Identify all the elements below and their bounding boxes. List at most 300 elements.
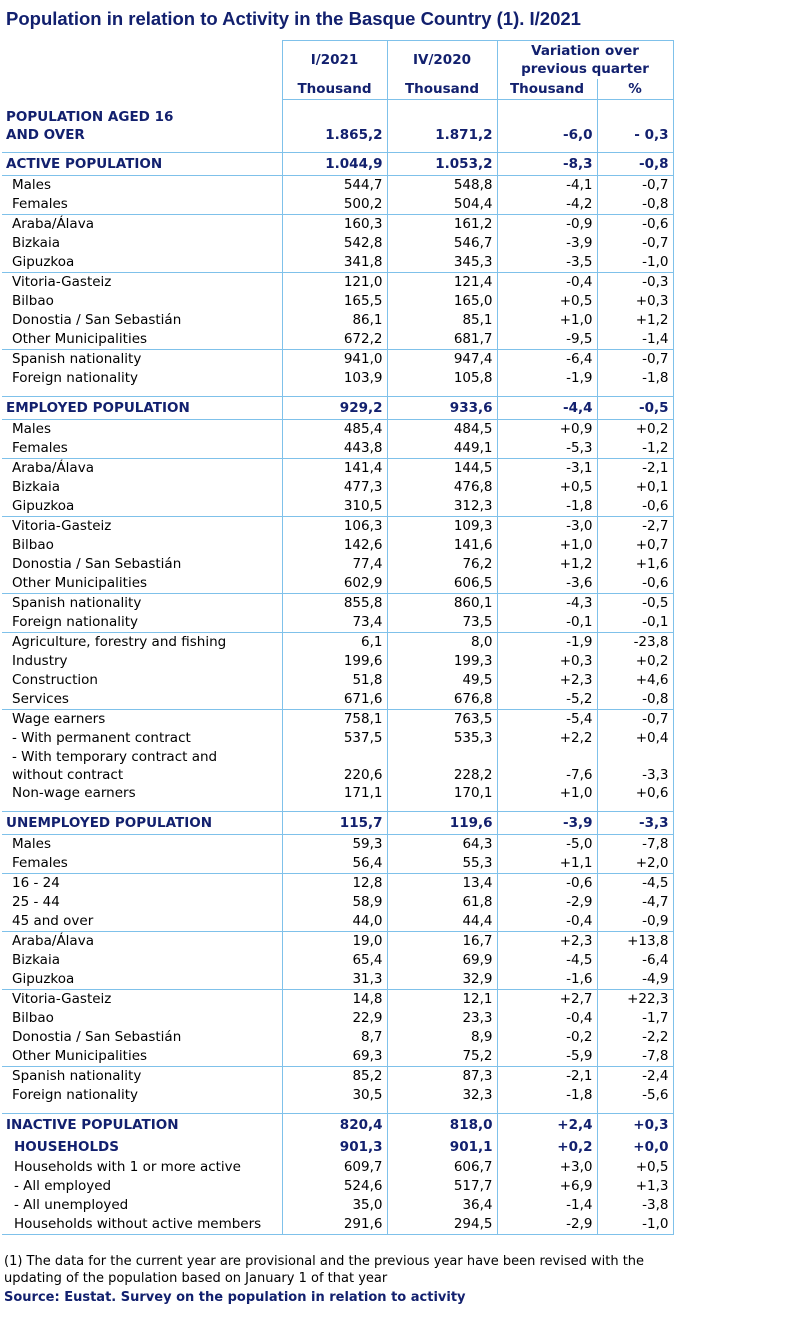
row-value: -0,8 bbox=[597, 153, 673, 176]
row-label: Vitoria-Gasteiz bbox=[2, 517, 282, 537]
row-label: Agriculture, forestry and fishing bbox=[2, 633, 282, 653]
row-value: 55,3 bbox=[387, 854, 497, 874]
row-value: 103,9 bbox=[282, 369, 387, 388]
unit-header: % bbox=[597, 79, 673, 100]
table-row bbox=[2, 690, 673, 710]
row-value: +0,3 bbox=[597, 292, 673, 311]
row-label: Donostia / San Sebastián bbox=[2, 311, 282, 330]
section-row-unemployed bbox=[2, 812, 673, 835]
table-row bbox=[2, 536, 673, 555]
table-row bbox=[2, 369, 673, 388]
row-value: 105,8 bbox=[387, 369, 497, 388]
row-value: -7,6 bbox=[497, 766, 597, 784]
row-value: -4,5 bbox=[597, 874, 673, 894]
row-label: Males bbox=[2, 835, 282, 855]
table-row bbox=[2, 311, 673, 330]
row-value: -3,6 bbox=[497, 574, 597, 594]
row-value: 1.053,2 bbox=[387, 153, 497, 176]
row-value: 860,1 bbox=[387, 594, 497, 614]
table-row bbox=[2, 912, 673, 932]
row-value: 477,3 bbox=[282, 478, 387, 497]
table-row bbox=[2, 1158, 673, 1177]
row-value: 106,3 bbox=[282, 517, 387, 537]
row-value: 485,4 bbox=[282, 420, 387, 440]
row-value: -0,6 bbox=[597, 574, 673, 594]
row-value: 13,4 bbox=[387, 874, 497, 894]
row-value: +2,3 bbox=[497, 932, 597, 952]
row-value: +4,6 bbox=[597, 671, 673, 690]
row-value: 535,3 bbox=[387, 729, 497, 748]
table-row bbox=[2, 555, 673, 574]
row-value: 820,4 bbox=[282, 1114, 387, 1137]
row-value: 220,6 bbox=[282, 766, 387, 784]
row-value: -0,5 bbox=[597, 594, 673, 614]
row-value: 36,4 bbox=[387, 1196, 497, 1215]
row-value: +13,8 bbox=[597, 932, 673, 952]
row-value: -6,4 bbox=[497, 350, 597, 370]
row-value: 676,8 bbox=[387, 690, 497, 710]
row-label: AND OVER bbox=[2, 126, 282, 144]
row-value: -3,3 bbox=[597, 766, 673, 784]
row-value: -8,3 bbox=[497, 153, 597, 176]
row-value: +1,2 bbox=[497, 555, 597, 574]
table-row bbox=[2, 874, 673, 894]
row-value: -5,6 bbox=[597, 1086, 673, 1105]
table-row bbox=[2, 854, 673, 874]
row-value: 87,3 bbox=[387, 1067, 497, 1087]
row-value: -5,3 bbox=[497, 439, 597, 459]
row-label: Spanish nationality bbox=[2, 1067, 282, 1087]
row-value-empty bbox=[387, 108, 497, 126]
row-value: 291,6 bbox=[282, 1215, 387, 1235]
row-value: 144,5 bbox=[387, 459, 497, 479]
row-label: POPULATION AGED 16 bbox=[2, 108, 282, 126]
row-value: +0,2 bbox=[597, 652, 673, 671]
row-label: Foreign nationality bbox=[2, 1086, 282, 1105]
row-value: 160,3 bbox=[282, 215, 387, 235]
row-value: 23,3 bbox=[387, 1009, 497, 1028]
col-header-variation: Variation over previous quarter bbox=[497, 41, 673, 80]
row-value: +22,3 bbox=[597, 990, 673, 1010]
row-value: -7,8 bbox=[597, 835, 673, 855]
row-value: -0,7 bbox=[597, 176, 673, 196]
row-value: 35,0 bbox=[282, 1196, 387, 1215]
row-value: -1,9 bbox=[497, 369, 597, 388]
row-label: Non-wage earners bbox=[2, 784, 282, 803]
row-label: Females bbox=[2, 854, 282, 874]
row-label: Males bbox=[2, 176, 282, 196]
row-value: -1,6 bbox=[497, 970, 597, 990]
row-value: 32,3 bbox=[387, 1086, 497, 1105]
row-label: Females bbox=[2, 439, 282, 459]
row-value: +1,2 bbox=[597, 311, 673, 330]
table-row bbox=[2, 932, 673, 952]
row-value: 121,0 bbox=[282, 273, 387, 293]
row-value: +0,2 bbox=[597, 420, 673, 440]
row-value: 294,5 bbox=[387, 1215, 497, 1235]
row-value: +0,6 bbox=[597, 784, 673, 803]
row-value: 672,2 bbox=[282, 330, 387, 350]
row-value: 310,5 bbox=[282, 497, 387, 517]
table-row bbox=[2, 517, 673, 537]
table-row bbox=[2, 1086, 673, 1105]
section-row-employed bbox=[2, 397, 673, 420]
row-label: Bilbao bbox=[2, 292, 282, 311]
row-label: Females bbox=[2, 195, 282, 215]
unit-header: Thousand bbox=[497, 79, 597, 100]
row-label: Wage earners bbox=[2, 710, 282, 730]
row-value: -23,8 bbox=[597, 633, 673, 653]
row-value: -4,2 bbox=[497, 195, 597, 215]
section-row-inactive bbox=[2, 1114, 673, 1137]
table-row bbox=[2, 497, 673, 517]
row-value: -0,9 bbox=[497, 215, 597, 235]
unit-header: Thousand bbox=[387, 79, 497, 100]
row-value: +0,5 bbox=[597, 1158, 673, 1177]
row-label: HOUSEHOLDS bbox=[2, 1136, 282, 1158]
table-row bbox=[2, 893, 673, 912]
row-value: 12,1 bbox=[387, 990, 497, 1010]
table-row bbox=[2, 671, 673, 690]
row-label: Households with 1 or more active bbox=[2, 1158, 282, 1177]
row-value: 115,7 bbox=[282, 812, 387, 835]
row-label: - All unemployed bbox=[2, 1196, 282, 1215]
col-header-previous: IV/2020 bbox=[387, 41, 497, 80]
row-value: -7,8 bbox=[597, 1047, 673, 1067]
row-non-wage bbox=[2, 784, 673, 803]
row-value: -1,0 bbox=[597, 253, 673, 273]
table-row bbox=[2, 253, 673, 273]
row-value: -4,3 bbox=[497, 594, 597, 614]
row-label: Donostia / San Sebastián bbox=[2, 555, 282, 574]
row-value: 933,6 bbox=[387, 397, 497, 420]
row-label: Gipuzkoa bbox=[2, 497, 282, 517]
row-value: 312,3 bbox=[387, 497, 497, 517]
row-value: -5,4 bbox=[497, 710, 597, 730]
row-value: 606,5 bbox=[387, 574, 497, 594]
row-value: 69,3 bbox=[282, 1047, 387, 1067]
table-row bbox=[2, 350, 673, 370]
row-value: 484,5 bbox=[387, 420, 497, 440]
row-label: 16 - 24 bbox=[2, 874, 282, 894]
row-value: 1.044,9 bbox=[282, 153, 387, 176]
row-label: Vitoria-Gasteiz bbox=[2, 273, 282, 293]
row-value-empty bbox=[597, 748, 673, 766]
row-value: 1.871,2 bbox=[387, 126, 497, 144]
row-label: Foreign nationality bbox=[2, 613, 282, 633]
table-row bbox=[2, 215, 673, 235]
row-value: -0,4 bbox=[497, 1009, 597, 1028]
row-value: 49,5 bbox=[387, 671, 497, 690]
table-row bbox=[2, 613, 673, 633]
table-row bbox=[2, 594, 673, 614]
row-value: 22,9 bbox=[282, 1009, 387, 1028]
row-label: Spanish nationality bbox=[2, 594, 282, 614]
row-value: 12,8 bbox=[282, 874, 387, 894]
row-value: +2,3 bbox=[497, 671, 597, 690]
table-row bbox=[2, 478, 673, 497]
row-value: 65,4 bbox=[282, 951, 387, 970]
row-label: Donostia / San Sebastián bbox=[2, 1028, 282, 1047]
row-value: -3,9 bbox=[497, 234, 597, 253]
row-value: 500,2 bbox=[282, 195, 387, 215]
row-value: -4,5 bbox=[497, 951, 597, 970]
row-label: Spanish nationality bbox=[2, 350, 282, 370]
row-value: -3,8 bbox=[597, 1196, 673, 1215]
row-value: 671,6 bbox=[282, 690, 387, 710]
row-value: 32,9 bbox=[387, 970, 497, 990]
row-value-empty bbox=[282, 748, 387, 766]
row-value: 818,0 bbox=[387, 1114, 497, 1137]
row-label: Other Municipalities bbox=[2, 574, 282, 594]
row-value: -2,9 bbox=[497, 893, 597, 912]
row-value: 75,2 bbox=[387, 1047, 497, 1067]
table-row bbox=[2, 176, 673, 196]
row-value: 901,1 bbox=[387, 1136, 497, 1158]
row-value: -0,4 bbox=[497, 273, 597, 293]
row-value: 504,4 bbox=[387, 195, 497, 215]
row-value: +2,2 bbox=[497, 729, 597, 748]
row-value: +3,0 bbox=[497, 1158, 597, 1177]
table-row bbox=[2, 951, 673, 970]
row-value: -1,8 bbox=[597, 369, 673, 388]
row-value: +1,0 bbox=[497, 311, 597, 330]
row-label: - All employed bbox=[2, 1177, 282, 1196]
row-label: Foreign nationality bbox=[2, 369, 282, 388]
row-value: 609,7 bbox=[282, 1158, 387, 1177]
row-value: 606,7 bbox=[387, 1158, 497, 1177]
row-value: 341,8 bbox=[282, 253, 387, 273]
row-value: 16,7 bbox=[387, 932, 497, 952]
row-label: Gipuzkoa bbox=[2, 970, 282, 990]
row-value: 109,3 bbox=[387, 517, 497, 537]
row-temp-contract bbox=[2, 748, 673, 766]
row-label: EMPLOYED POPULATION bbox=[2, 397, 282, 420]
row-value: 449,1 bbox=[387, 439, 497, 459]
row-value: -6,4 bbox=[597, 951, 673, 970]
table-row bbox=[2, 1009, 673, 1028]
row-label: Gipuzkoa bbox=[2, 253, 282, 273]
row-value: -5,2 bbox=[497, 690, 597, 710]
activity-table bbox=[2, 40, 674, 1235]
row-value: -1,8 bbox=[497, 497, 597, 517]
row-label: Bizkaia bbox=[2, 951, 282, 970]
row-value: 8,7 bbox=[282, 1028, 387, 1047]
row-value: -0,6 bbox=[597, 497, 673, 517]
row-value: -2,9 bbox=[497, 1215, 597, 1235]
section-row-households bbox=[2, 1136, 673, 1158]
row-value: -3,9 bbox=[497, 812, 597, 835]
row-value: -0,7 bbox=[597, 710, 673, 730]
row-value: +0,3 bbox=[597, 1114, 673, 1137]
row-value: -5,0 bbox=[497, 835, 597, 855]
row-value: 947,4 bbox=[387, 350, 497, 370]
row-value: -1,4 bbox=[597, 330, 673, 350]
row-value: 61,8 bbox=[387, 893, 497, 912]
table-row bbox=[2, 729, 673, 748]
table-row bbox=[2, 273, 673, 293]
col-header-current: I/2021 bbox=[282, 41, 387, 80]
table-row bbox=[2, 710, 673, 730]
row-value: -0,7 bbox=[597, 234, 673, 253]
row-value: -0,6 bbox=[497, 874, 597, 894]
table-row bbox=[2, 1196, 673, 1215]
row-temp-contract-cont bbox=[2, 766, 673, 784]
row-value: 443,8 bbox=[282, 439, 387, 459]
row-value: +1,6 bbox=[597, 555, 673, 574]
row-value: -5,9 bbox=[497, 1047, 597, 1067]
row-population-16 bbox=[2, 108, 673, 126]
row-value: 8,9 bbox=[387, 1028, 497, 1047]
row-value: 19,0 bbox=[282, 932, 387, 952]
row-value: -2,4 bbox=[597, 1067, 673, 1087]
row-value: +1,1 bbox=[497, 854, 597, 874]
row-value: +0,5 bbox=[497, 292, 597, 311]
row-value: +2,7 bbox=[497, 990, 597, 1010]
row-value: -0,6 bbox=[597, 215, 673, 235]
row-value: -0,4 bbox=[497, 912, 597, 932]
row-value: 119,6 bbox=[387, 812, 497, 835]
row-label: 45 and over bbox=[2, 912, 282, 932]
row-value: +2,4 bbox=[497, 1114, 597, 1137]
row-value: 537,5 bbox=[282, 729, 387, 748]
row-value: 69,9 bbox=[387, 951, 497, 970]
table-row bbox=[2, 439, 673, 459]
row-value: -1,7 bbox=[597, 1009, 673, 1028]
row-value: -3,0 bbox=[497, 517, 597, 537]
row-label: Bilbao bbox=[2, 536, 282, 555]
row-value: 228,2 bbox=[387, 766, 497, 784]
row-label: Vitoria-Gasteiz bbox=[2, 990, 282, 1010]
table-row bbox=[2, 633, 673, 653]
row-value: 59,3 bbox=[282, 835, 387, 855]
row-value: 476,8 bbox=[387, 478, 497, 497]
row-value: 85,1 bbox=[387, 311, 497, 330]
table-row bbox=[2, 835, 673, 855]
row-label: - With permanent contract bbox=[2, 729, 282, 748]
row-value: -0,1 bbox=[597, 613, 673, 633]
row-value: +0,0 bbox=[597, 1136, 673, 1158]
table-row bbox=[2, 234, 673, 253]
row-value: 76,2 bbox=[387, 555, 497, 574]
row-value: - 0,3 bbox=[597, 126, 673, 144]
row-value: 44,4 bbox=[387, 912, 497, 932]
table-row bbox=[2, 459, 673, 479]
footnote: (1) The data for the current year are provisional and the previous year have been revised with the updating of the population based on January 1 of that year bbox=[4, 1254, 645, 1286]
row-label: Bizkaia bbox=[2, 478, 282, 497]
row-label: UNEMPLOYED POPULATION bbox=[2, 812, 282, 835]
row-label: Construction bbox=[2, 671, 282, 690]
row-value: 517,7 bbox=[387, 1177, 497, 1196]
table-row bbox=[2, 195, 673, 215]
table-row bbox=[2, 574, 673, 594]
row-value: 171,1 bbox=[282, 784, 387, 803]
table-row bbox=[2, 1028, 673, 1047]
row-value: 6,1 bbox=[282, 633, 387, 653]
row-value-empty bbox=[387, 748, 497, 766]
row-value: -0,9 bbox=[597, 912, 673, 932]
row-label: ACTIVE POPULATION bbox=[2, 153, 282, 176]
row-label: without contract bbox=[2, 766, 282, 784]
row-label: Industry bbox=[2, 652, 282, 671]
row-value: 170,1 bbox=[387, 784, 497, 803]
row-value: -4,4 bbox=[497, 397, 597, 420]
page-title: Population in relation to Activity in the Basque Country (1). I/2021 bbox=[6, 8, 581, 29]
table-row bbox=[2, 330, 673, 350]
table-row bbox=[2, 1067, 673, 1087]
row-value: -1,8 bbox=[497, 1086, 597, 1105]
row-value: +0,5 bbox=[497, 478, 597, 497]
row-value: 544,7 bbox=[282, 176, 387, 196]
row-value: 758,1 bbox=[282, 710, 387, 730]
row-label: Bilbao bbox=[2, 1009, 282, 1028]
table-row bbox=[2, 970, 673, 990]
row-value: 56,4 bbox=[282, 854, 387, 874]
row-value: +0,7 bbox=[597, 536, 673, 555]
row-value: -0,2 bbox=[497, 1028, 597, 1047]
row-value: 14,8 bbox=[282, 990, 387, 1010]
row-value: -0,5 bbox=[597, 397, 673, 420]
row-value: 141,6 bbox=[387, 536, 497, 555]
row-value: 1.865,2 bbox=[282, 126, 387, 144]
row-value: -0,7 bbox=[597, 350, 673, 370]
row-value: -0,3 bbox=[597, 273, 673, 293]
row-value: +0,2 bbox=[497, 1136, 597, 1158]
row-value: -4,1 bbox=[497, 176, 597, 196]
row-label: Households without active members bbox=[2, 1215, 282, 1235]
row-value: 542,8 bbox=[282, 234, 387, 253]
row-label: Services bbox=[2, 690, 282, 710]
row-value: -9,5 bbox=[497, 330, 597, 350]
row-value: 73,4 bbox=[282, 613, 387, 633]
row-value: -3,5 bbox=[497, 253, 597, 273]
row-value: -3,1 bbox=[497, 459, 597, 479]
row-value: 929,2 bbox=[282, 397, 387, 420]
row-value: 763,5 bbox=[387, 710, 497, 730]
row-value: 141,4 bbox=[282, 459, 387, 479]
row-value: 85,2 bbox=[282, 1067, 387, 1087]
row-value-empty bbox=[597, 108, 673, 126]
row-value: 345,3 bbox=[387, 253, 497, 273]
row-value: 941,0 bbox=[282, 350, 387, 370]
row-value: 86,1 bbox=[282, 311, 387, 330]
table-row bbox=[2, 652, 673, 671]
row-value: -0,1 bbox=[497, 613, 597, 633]
row-value: 199,3 bbox=[387, 652, 497, 671]
row-value: -1,0 bbox=[597, 1215, 673, 1235]
row-value: 165,5 bbox=[282, 292, 387, 311]
row-label: - With temporary contract and bbox=[2, 748, 282, 766]
table-row bbox=[2, 420, 673, 440]
source-note: Source: Eustat. Survey on the population in relation to activity bbox=[4, 1290, 466, 1305]
row-value: 524,6 bbox=[282, 1177, 387, 1196]
row-value: +1,3 bbox=[597, 1177, 673, 1196]
section-row-active bbox=[2, 153, 673, 176]
row-value: -1,2 bbox=[597, 439, 673, 459]
table-row bbox=[2, 1047, 673, 1067]
row-value: +1,0 bbox=[497, 784, 597, 803]
row-value: 165,0 bbox=[387, 292, 497, 311]
row-value: -4,9 bbox=[597, 970, 673, 990]
table-row bbox=[2, 1215, 673, 1235]
row-value: 31,3 bbox=[282, 970, 387, 990]
row-value: +0,9 bbox=[497, 420, 597, 440]
row-label: Males bbox=[2, 420, 282, 440]
row-value-empty bbox=[497, 748, 597, 766]
table-row bbox=[2, 1177, 673, 1196]
row-value-empty bbox=[282, 108, 387, 126]
row-value: 77,4 bbox=[282, 555, 387, 574]
